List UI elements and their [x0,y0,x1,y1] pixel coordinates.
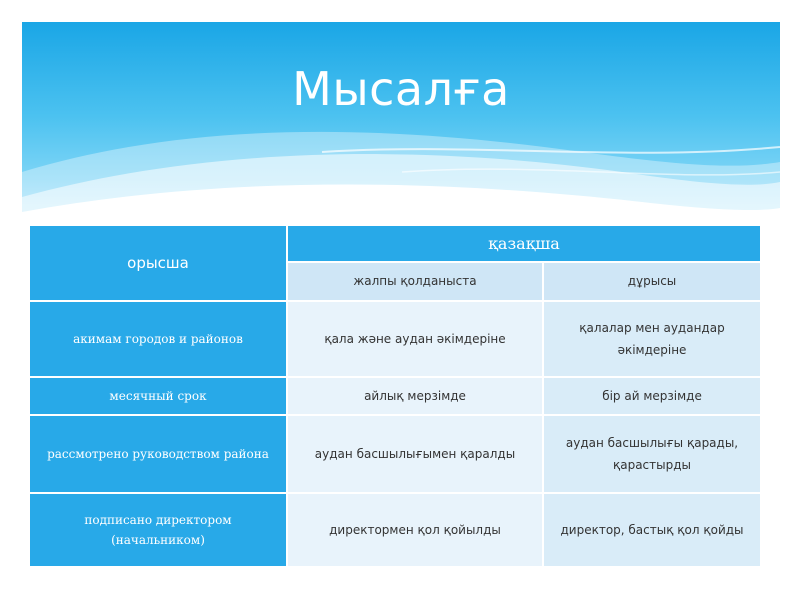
table-row [29,415,761,493]
header-russian: орысша [29,225,287,301]
header-kazakh: қазақша [287,225,761,262]
row-correct: қалалар мен аудандар әкімдеріне [543,301,761,377]
table-row [29,493,761,567]
title-banner [22,22,780,232]
row-common: қала және аудан әкімдеріне [287,301,543,377]
subheader-correct: дұрысы [543,262,761,301]
row-common: директормен қол қойылды [287,493,543,567]
wave-decoration [22,22,780,232]
slide-title: Мысалға [292,62,510,116]
translation-table [28,224,762,568]
row-correct: директор, бастық қол қойды [543,493,761,567]
subheader-common-usage: жалпы қолданыста [287,262,543,301]
row-common: айлық мерзімде [287,377,543,415]
row-correct: бір ай мерзімде [543,377,761,415]
table-row [29,301,761,377]
row-russian: акимам городов и районов [29,301,287,377]
row-russian: месячный срок [29,377,287,415]
row-russian: рассмотрено руководством района [29,415,287,493]
row-russian: подписано директором (начальником) [29,493,287,567]
row-correct: аудан басшылығы қарады, қарастырды [543,415,761,493]
row-common: аудан басшылығымен қаралды [287,415,543,493]
table-row [29,377,761,415]
